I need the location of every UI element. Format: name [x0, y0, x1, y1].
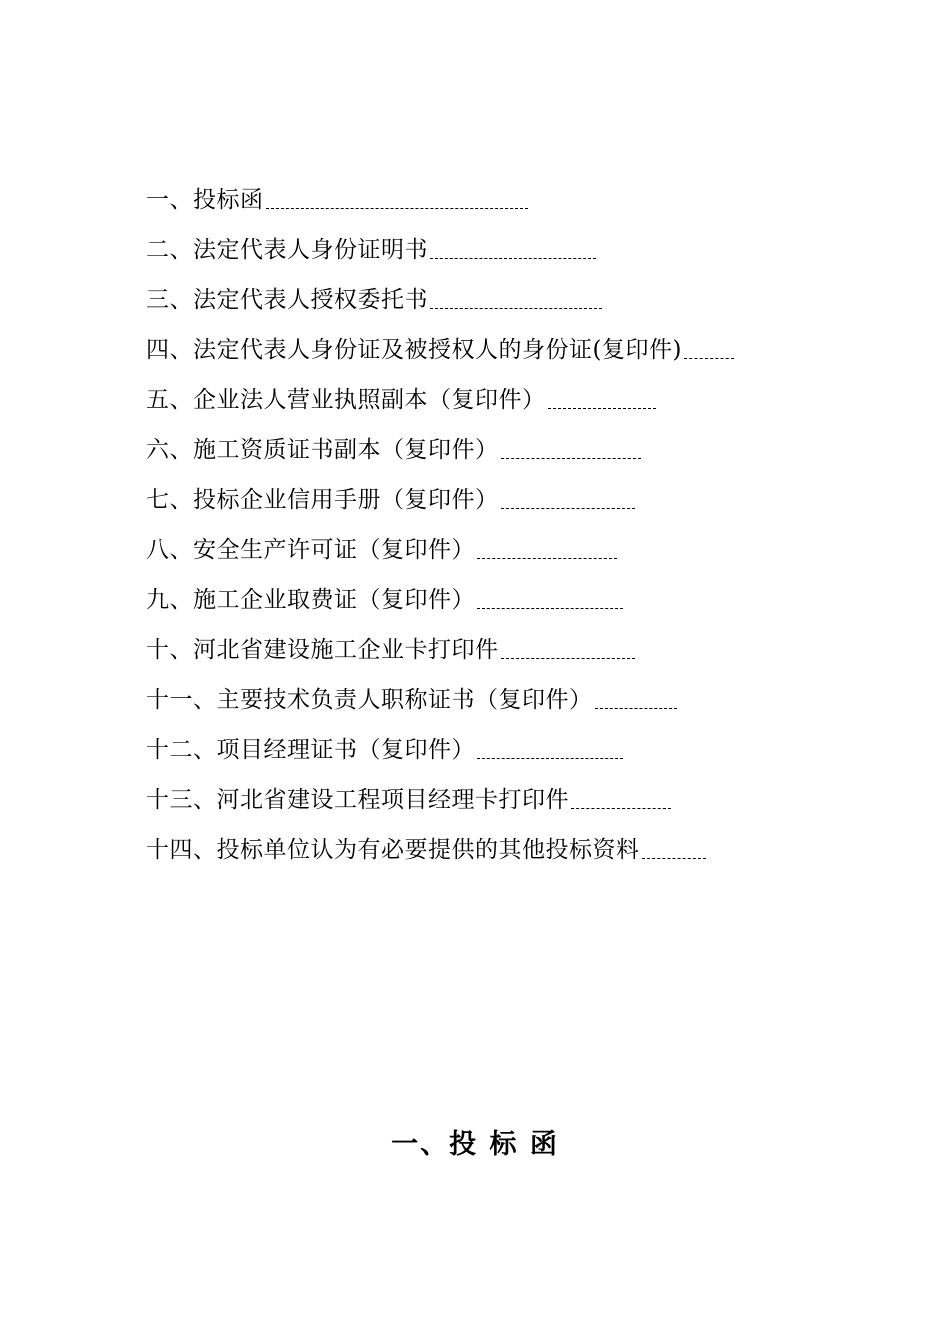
toc-item-label: 四、法定代表人身份证及被授权人的身份证(复印件): [146, 337, 682, 363]
toc-leader: [595, 708, 677, 709]
toc-leader: [684, 358, 734, 359]
toc-item-label: 十一、主要技术负责人职称证书（复印件）: [146, 687, 593, 713]
toc-item-label: 三、法定代表人授权委托书: [146, 287, 428, 313]
toc-item: [146, 330, 906, 380]
toc-item-label: 九、施工企业取费证（复印件）: [146, 587, 475, 613]
toc-leader: [548, 408, 656, 409]
toc-item-label: 八、安全生产许可证（复印件）: [146, 537, 475, 563]
toc-item: [146, 380, 906, 430]
toc-item: [146, 480, 906, 530]
toc-leader: [266, 208, 528, 209]
toc-item-label: 二、法定代表人身份证明书: [146, 237, 428, 263]
toc-item-label: 十、河北省建设施工企业卡打印件: [146, 637, 499, 663]
section-heading: 一、投 标 函: [391, 1129, 559, 1160]
toc-item-label: 十二、项目经理证书（复印件）: [146, 737, 475, 763]
toc-item: [146, 230, 906, 280]
toc-item: [146, 830, 906, 880]
toc-leader: [501, 458, 641, 459]
toc-item: [146, 680, 906, 730]
toc-leader: [430, 308, 602, 309]
toc-item: [146, 580, 906, 630]
toc-item-label: 十四、投标单位认为有必要提供的其他投标资料: [146, 837, 640, 863]
toc-item: [146, 180, 906, 230]
toc-leader: [501, 508, 635, 509]
toc-item: [146, 430, 906, 480]
toc-item: [146, 280, 906, 330]
toc-item-label: 十三、河北省建设工程项目经理卡打印件: [146, 787, 569, 813]
toc-leader: [477, 758, 623, 759]
toc-leader: [571, 808, 671, 809]
toc-item-label: 七、投标企业信用手册（复印件）: [146, 487, 499, 513]
toc-item-label: 六、施工资质证书副本（复印件）: [146, 437, 499, 463]
toc-leader: [501, 658, 635, 659]
toc-item-label: 一、投标函: [146, 187, 264, 213]
toc-item: [146, 630, 906, 680]
toc-item: [146, 530, 906, 580]
toc-item: [146, 730, 906, 780]
toc-leader: [430, 258, 596, 259]
toc-item-label: 五、企业法人营业执照副本（复印件）: [146, 387, 546, 413]
toc-leader: [642, 858, 706, 859]
toc-leader: [477, 558, 617, 559]
toc-leader: [477, 608, 623, 609]
table-of-contents: [146, 180, 906, 880]
toc-item: [146, 780, 906, 830]
